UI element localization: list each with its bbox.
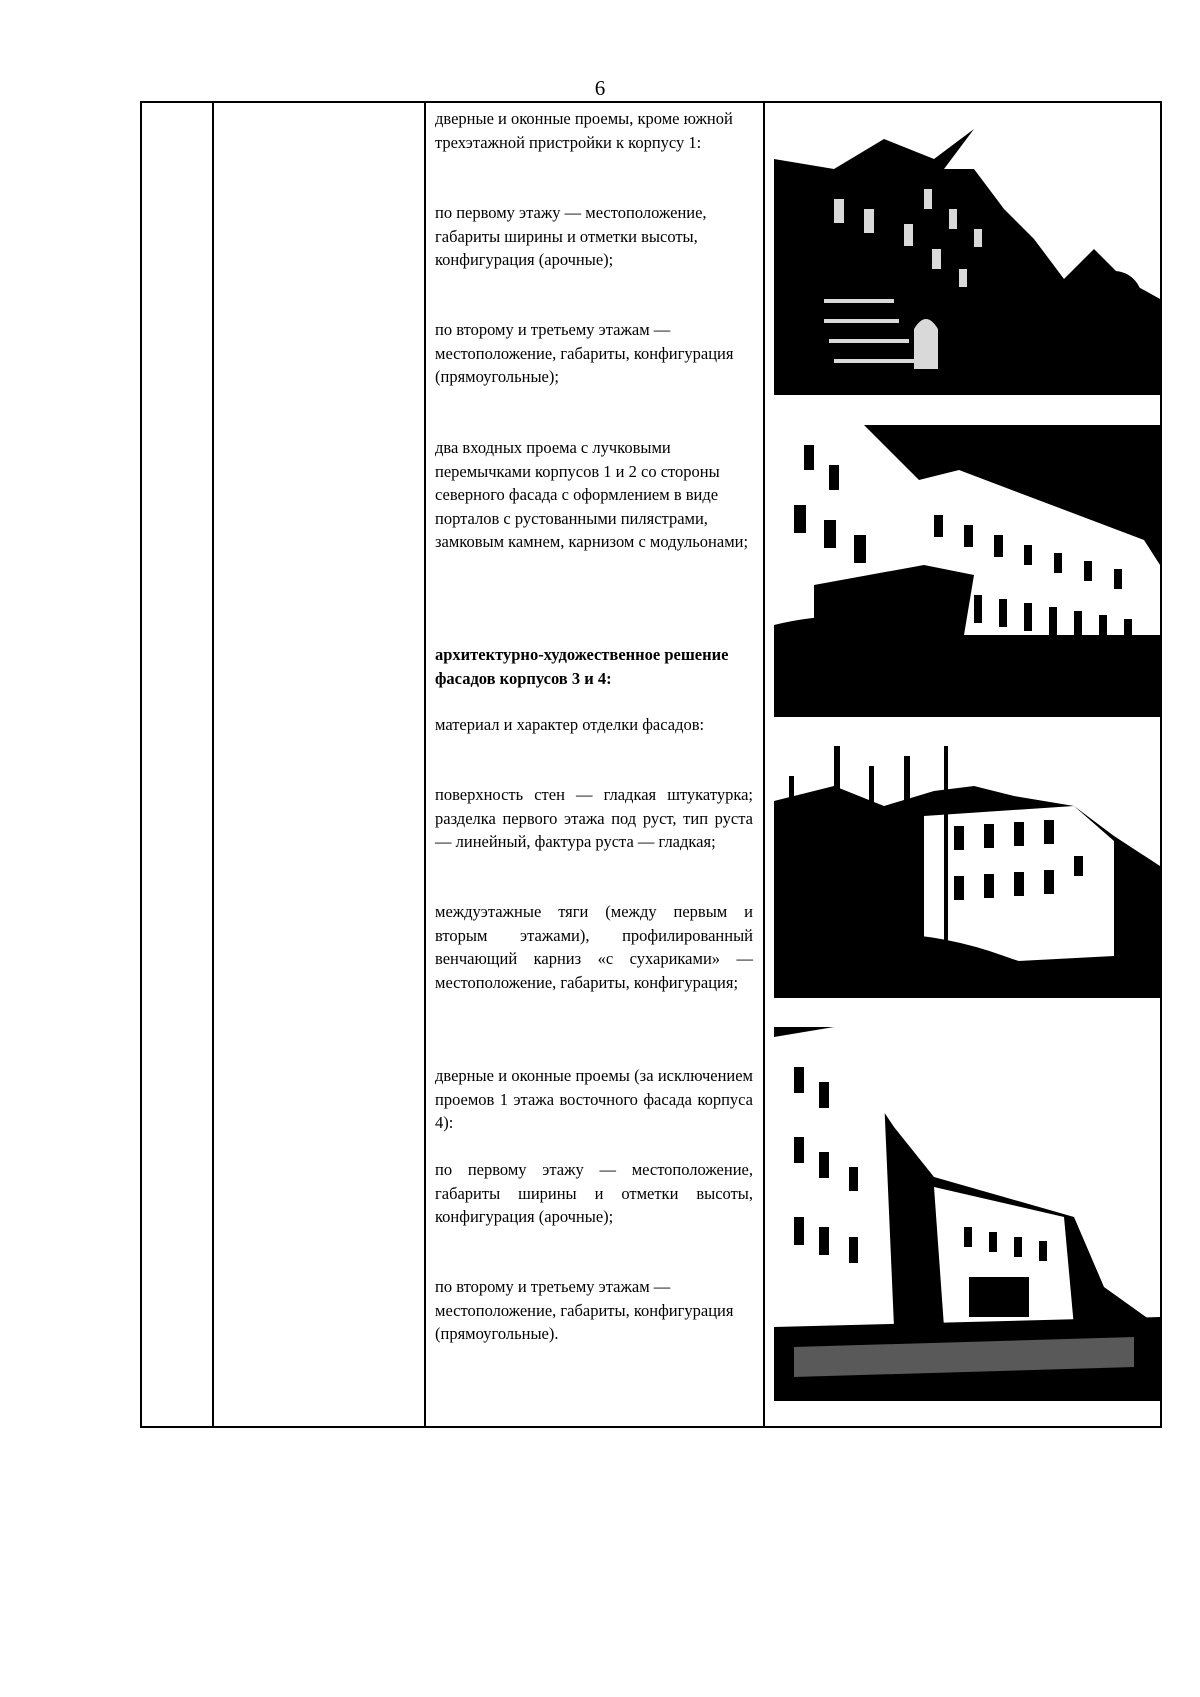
photo-south-facade [774,129,1160,395]
column-divider-3 [763,103,765,1426]
paragraph-openings-buildings-1: дверные и оконные проемы, кроме южной трехэтажной пристройки к корпусу 1: [435,109,733,152]
paragraph-entrance-portals: два входных проема с лучковыми перемычками корпусов 1 и 2 со стороны северного фасада с оформлением в виде порталов с рустованными пилястрами, замковым камнем, карнизом с модульонами; [435,438,749,551]
paragraph-facade-finish: материал и характер отделки фасадов: [435,715,705,734]
photo-buildings-3-4-trees [774,746,1160,998]
paragraph-openings-buildings-3-4: дверные и оконные проемы (за исключением проемов 1 этажа восточного фасада корпуса 4): [435,1066,753,1132]
paragraph-wall-surface: поверхность стен — гладкая штукатурка; разделка первого этажа под руст, тип руста — линейный, фактура руста — гладкая; [435,785,753,851]
column-divider-2 [424,103,426,1426]
paragraph-upper-floors-rectangular-3-4: по второму и третьему этажам — местоположение, габариты, конфигурация (прямоугольные). [435,1277,734,1343]
photo-north-facade-portals [774,425,1160,717]
page-number: 6 [594,76,606,100]
monument-description-table [140,101,1162,1428]
paragraph-first-floor-arched: по первому этажу — местоположение, габариты ширины и отметки высоты, конфигурация (арочные); [435,203,707,269]
paragraph-upper-floors-rectangular: по второму и третьему этажам — местоположение, габариты, конфигурация (прямоугольные); [435,320,734,386]
photo-courtyard [774,1027,1160,1401]
section-heading-facades-3-4: архитектурно-художественное решение фасадов корпусов 3 и 4: [435,645,729,688]
paragraph-first-floor-arched-3-4: по первому этажу — местоположение, габариты ширины и отметки высоты, конфигурация (арочные); [435,1160,753,1226]
paragraph-cornices: междуэтажные тяги (между первым и вторым этажами), профилированный венчающий карниз «с сухариками» — местоположение, габариты, конфигурация; [435,902,753,992]
column-divider-1 [212,103,214,1426]
